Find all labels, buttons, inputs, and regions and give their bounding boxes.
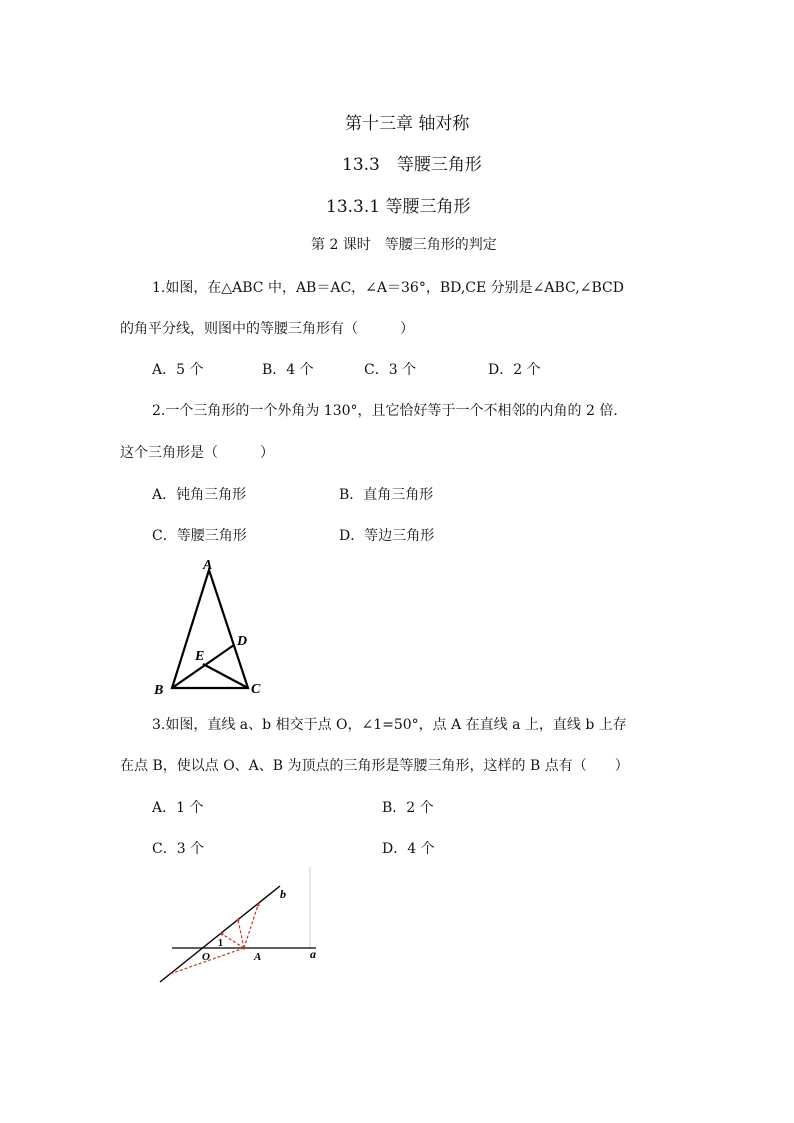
dashed-ab3: [222, 934, 244, 948]
question-2-option-d: D．等边三角形: [339, 528, 435, 544]
question-3-line-1: 3.如图，直线 a、b 相交于点 O，∠1=50°，点 A 在直线 a 上，直线 b 上存: [152, 717, 627, 733]
point-b2: [237, 919, 240, 922]
label-c: C: [251, 682, 261, 697]
triangle-abc: [172, 570, 248, 688]
section-title: 13.3 等腰三角形: [342, 155, 482, 175]
label-point-a: A: [254, 951, 262, 963]
label-a-line: a: [310, 947, 316, 961]
label-o: O: [202, 951, 210, 963]
question-3-option-a: A．1 个: [152, 800, 204, 816]
question-3-option-b: B．2 个: [382, 800, 434, 816]
question-1-line-1: 1.如图，在△ABC 中，AB＝AC，∠A＝36°，BD,CE 分别是∠ABC,∠BCD: [152, 280, 624, 296]
dashed-ab2: [238, 920, 244, 948]
lines-figure: [150, 862, 340, 992]
question-2-option-a: A．钝角三角形: [152, 487, 247, 503]
point-b1: [257, 904, 260, 907]
question-2-line-2: 这个三角形是（ ）: [120, 445, 274, 461]
lesson-title: 第 2 课时 等腰三角形的判定: [311, 237, 497, 253]
question-1-option-a: A．5 个: [152, 362, 204, 378]
label-a: A: [203, 558, 213, 573]
point-a: [243, 947, 246, 950]
question-3-option-c: C．3 个: [152, 841, 205, 857]
label-d: D: [237, 634, 248, 649]
question-1-line-2: 的角平分线，则图中的等腰三角形有（ ）: [120, 321, 414, 337]
label-angle-1: 1: [218, 938, 223, 949]
question-3-line-2: 在点 B，使以点 O、A、B 为顶点的三角形是等腰三角形，这样的 B 点有（ ）: [120, 758, 629, 774]
question-1-option-c: C．3 个: [364, 362, 417, 378]
question-1-option-b: B．4 个: [262, 362, 314, 378]
chapter-title: 第十三章 轴对称: [345, 114, 470, 134]
question-3-option-d: D．4 个: [382, 841, 435, 857]
label-e: E: [195, 649, 205, 664]
triangle-figure: [145, 552, 275, 697]
point-b3: [221, 933, 224, 936]
question-1-option-d: D．2 个: [488, 362, 541, 378]
question-2-line-1: 2.一个三角形的一个外角为 130°，且它恰好等于一个不相邻的内角的 2 倍.: [152, 403, 618, 419]
question-2-option-c: C．等腰三角形: [152, 528, 247, 544]
subsection-title: 13.3.1 等腰三角形: [326, 197, 471, 217]
line-b: [160, 886, 280, 982]
question-2-option-b: B．直角三角形: [339, 487, 434, 503]
label-b-line: b: [280, 887, 286, 901]
dashed-ab1: [244, 905, 258, 948]
label-b: B: [154, 683, 164, 697]
